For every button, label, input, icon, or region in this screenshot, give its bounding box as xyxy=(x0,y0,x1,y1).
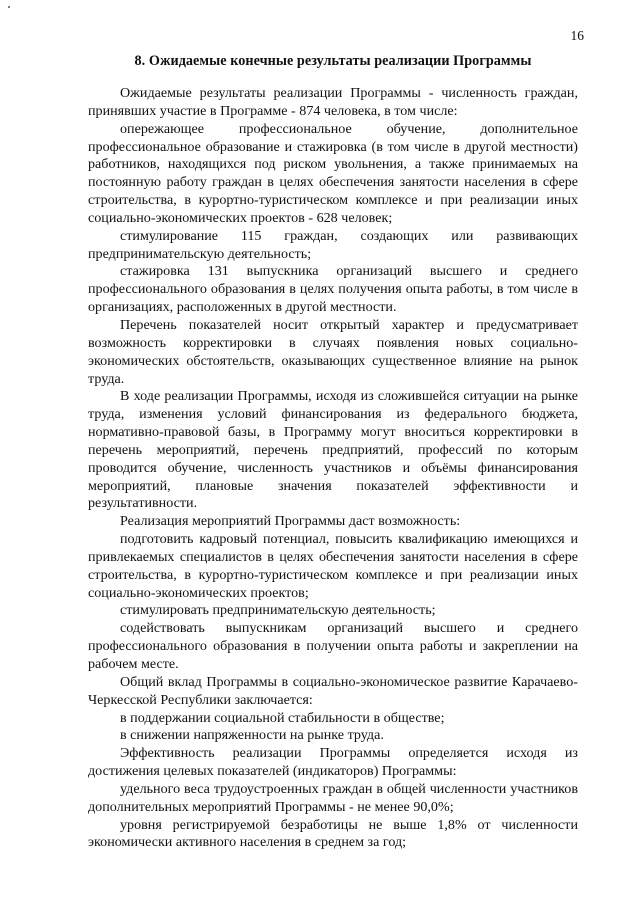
paragraph: опережающее профессиональное обучение, дополнительное профессиональное образование и стажировка (в том числе в другой местности) работников, находящихся под риском увольнения, а также принимаемых на постоянную работу граждан в целях обеспечения занятости населения в сфере строительства, в курортно-туристическом комплексе и при реализации иных социально-экономических проектов - 628 человек; xyxy=(88,120,578,226)
paragraph: содействовать выпускникам организаций высшего и среднего профессионального образования в получении опыта работы и закреплении на рабочем месте. xyxy=(88,620,578,672)
paragraph: в поддержании социальной стабильности в обществе; xyxy=(120,709,445,726)
paragraph: Ожидаемые результаты реализации Программы - численность граждан, принявших участие в Программе - 874 человека, в том числе: xyxy=(88,85,578,119)
paragraph: в снижении напряженности на рынке труда. xyxy=(120,727,384,744)
paragraph: Общий вклад Программы в социально-экономическое развитие Карачаево-Черкесской Республики заключается: xyxy=(88,673,578,708)
paragraph: удельного веса трудоустроенных граждан в общей численности участников дополнительных мероприятий Программы - не менее 90,0%; xyxy=(88,780,578,815)
paragraph: стажировка 131 выпускника организаций высшего и среднего профессионального образования в целях получения опыта работы, в том числе в организациях, расположенных в другой местности. xyxy=(88,263,578,316)
paragraph: Перечень показателей носит открытый характер и предусматривает возможность корректировки в случаях появления новых социально-экономических обстоятельств, оказывающих существенное влияние на рынок труда. xyxy=(88,316,578,387)
paragraph: стимулировать предпринимательскую деятельность; xyxy=(120,602,436,619)
paragraph: В ходе реализации Программы, исходя из сложившейся ситуации на рынке труда, изменения условий финансирования из федерального бюджета, нормативно-правовой базы, в Программу могут вноситься корректировки в перечень мероприятий, перечень предприятий, профессий по которым проводится обучение, численность участников и объёмы финансирования мероприятий, плановые значения показателей эффективности и результативности. xyxy=(88,388,578,512)
paragraph: стимулирование 115 граждан, создающих или развивающих предпринимательскую деятельность; xyxy=(88,227,578,262)
paragraph: подготовить кадровый потенциал, повысить квалификацию имеющихся и привлекаемых специалистов в целях обеспечения занятости населения в сфере строительства, в курортно-туристическом комплексе и при реализации иных социально-экономических проектов; xyxy=(88,531,578,601)
paragraph: уровня регистрируемой безработицы не выше 1,8% от численности экономически активного населения в среднем за год; xyxy=(88,816,578,851)
body-text xyxy=(88,85,578,852)
page-number: 16 xyxy=(570,28,584,43)
section-heading: 8. Ожидаемые конечные результаты реализации Программы xyxy=(134,53,532,69)
paragraph: Реализация мероприятий Программы даст возможность: xyxy=(120,513,461,530)
paragraph: Эффективность реализации Программы определяется исходя из достижения целевых показателей (индикаторов) Программы: xyxy=(88,745,578,780)
scan-speck xyxy=(8,6,10,8)
